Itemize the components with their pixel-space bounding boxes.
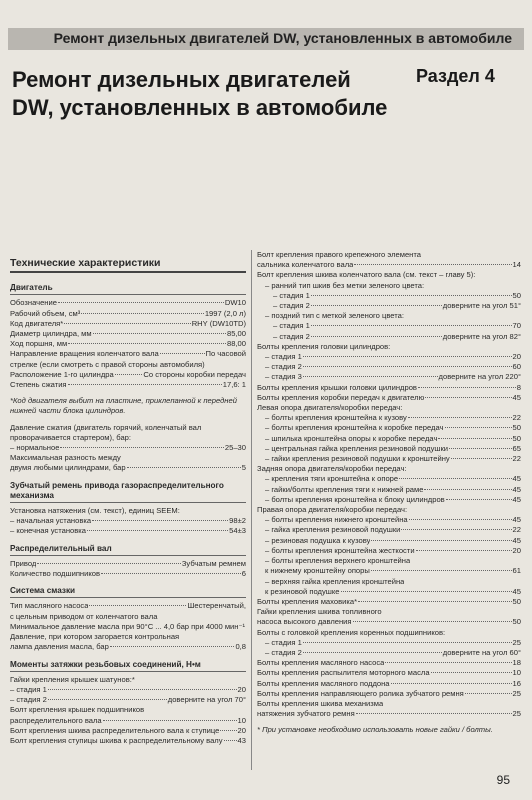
spec-label: Болты крепления шкива механизма <box>257 698 384 708</box>
spec-row <box>10 370 246 380</box>
right-footnote: * При установке необходимо использовать новые гайки / болты. <box>257 725 493 735</box>
leader-dots <box>408 417 512 418</box>
spec-value: доверните на угол 82° <box>442 331 521 341</box>
spec-label: Код двигателя* <box>10 318 64 328</box>
spec-value: 14 <box>512 260 521 270</box>
leader-dots <box>48 699 167 700</box>
spec-label: Болты крепления головки цилиндров: <box>257 341 391 351</box>
leader-dots <box>311 295 512 296</box>
spec-row <box>257 464 521 474</box>
leader-dots <box>101 573 241 574</box>
camshaft-rows <box>10 559 246 579</box>
spec-row <box>257 628 521 638</box>
leader-dots <box>341 591 512 592</box>
spec-label: – болты крепления верхнего кронштейна <box>265 556 411 566</box>
spec-value: 45 <box>512 586 521 596</box>
spec-row <box>10 516 246 526</box>
leader-dots <box>48 689 237 690</box>
spec-row <box>257 536 521 546</box>
belt-intro: Установка натяжения (см. текст), единиц SEEM: <box>10 506 180 516</box>
spec-value: По часовой <box>205 349 246 359</box>
spec-row <box>257 342 521 352</box>
leader-dots <box>356 713 512 714</box>
leader-dots <box>449 448 512 449</box>
leader-dots <box>303 642 512 643</box>
spec-label: – шпилька кронштейна опоры к коробке передач <box>265 433 438 443</box>
spec-label: Болт крепления правого крепежного элемента <box>257 250 421 259</box>
spec-row <box>257 444 521 454</box>
leader-dots <box>311 305 442 306</box>
spec-label: – стадия 2 <box>273 301 310 311</box>
spec-row <box>257 332 521 342</box>
leader-dots <box>418 387 516 388</box>
engine-rows <box>10 298 246 390</box>
spec-row <box>257 587 521 597</box>
spec-value: 0,8 <box>235 642 246 652</box>
spec-value: 65 <box>512 443 521 453</box>
spec-value: 45 <box>512 494 521 504</box>
spec-label: Болты с головкой крепления коренных подшипников: <box>257 627 446 637</box>
spec-row <box>257 546 521 556</box>
leader-dots <box>115 374 143 375</box>
lubrication-rows-2 <box>10 642 246 652</box>
spec-row <box>257 321 521 331</box>
spec-label: Болты крепления маховика* <box>257 596 358 606</box>
spec-row <box>257 383 521 393</box>
spec-value: 25–30 <box>224 443 246 453</box>
leader-dots <box>409 519 512 520</box>
page-title-line-2: DW, установленных в автомобиле <box>12 95 388 120</box>
leader-dots <box>303 652 442 653</box>
spec-value: 98±2 <box>229 516 246 526</box>
spec-row <box>10 736 246 746</box>
spec-row <box>257 260 521 270</box>
right-torque-rows <box>257 250 521 719</box>
spec-value: 85,00 <box>226 329 246 339</box>
spec-row <box>10 463 246 473</box>
leader-dots <box>424 489 511 490</box>
spec-row <box>257 281 521 291</box>
engine-code-note: *Код двигателя выбит на пластине, приклепанной к передней нижней части блока цилиндров. <box>10 396 237 416</box>
spec-row <box>257 638 521 648</box>
spec-row <box>10 601 246 611</box>
spec-label: Левая опора двигателя/коробки передач: <box>257 403 403 413</box>
spec-value: 43 <box>237 735 246 745</box>
spec-label: – нормальное <box>10 443 60 453</box>
spec-row <box>257 413 521 423</box>
spec-label: Максимальная разность между <box>10 453 121 463</box>
spec-row <box>257 291 521 301</box>
spec-value: Зубчатым ремнем <box>181 558 246 568</box>
spec-label: – гайки/болты крепления тяги к нижней раме <box>265 484 424 494</box>
spec-label: – конечная установка <box>10 526 87 536</box>
lubrication-lamp-text: Давление, при котором загорается контрольная <box>10 632 180 642</box>
spec-label: – стадия 2 <box>273 331 310 341</box>
belt-rows <box>10 516 246 536</box>
spec-value: 45 <box>512 392 521 402</box>
leader-dots <box>353 621 512 622</box>
spec-value: 1997 (2,0 л) <box>204 308 246 318</box>
spec-value: 20 <box>237 725 246 735</box>
spec-label: – стадия 1 <box>273 290 310 300</box>
spec-label: Обозначение <box>10 298 57 308</box>
spec-value: 50 <box>512 596 521 606</box>
spec-row <box>10 349 246 359</box>
spec-label: – крепления тяги кронштейна к опоре <box>265 474 399 484</box>
spec-label: Расположение 1-го цилиндра <box>10 369 114 379</box>
spec-row <box>257 597 521 607</box>
spec-label: – стадия 2 <box>265 362 302 372</box>
leader-dots <box>93 333 226 334</box>
spec-value: 6 <box>241 569 246 579</box>
spec-label: Болты крепления коробки передач к двигателю <box>257 392 425 402</box>
leader-dots <box>451 458 512 459</box>
spec-value: 45 <box>512 515 521 525</box>
column-divider <box>251 250 252 770</box>
spec-value: Шестеренчатый, <box>187 601 246 611</box>
page-title <box>12 66 402 122</box>
lubrication-drive-text: с цельным приводом от коленчатого вала <box>10 611 158 621</box>
leader-dots <box>425 397 511 398</box>
spec-value: 50 <box>512 290 521 300</box>
spec-value: 25 <box>512 688 521 698</box>
specs-heading: Технические характеристики <box>10 258 246 273</box>
leader-dots <box>68 384 222 385</box>
spec-row <box>257 505 521 515</box>
leader-dots <box>224 740 237 741</box>
spec-value: 10 <box>512 668 521 678</box>
spec-value: доверните на угол 60° <box>442 647 521 657</box>
spec-value: 60 <box>512 362 521 372</box>
spec-label: Болты крепления направляющего ролика зубчатого ремня <box>257 688 464 698</box>
spec-row <box>257 709 521 719</box>
spec-label: к нижнему кронштейну опоры <box>265 566 370 576</box>
running-header-title: Ремонт дизельных двигателей DW, установленных в автомобиле <box>53 30 512 46</box>
spec-label: – центральная гайка крепления резиновой подушки <box>265 443 449 453</box>
leader-dots <box>81 313 204 314</box>
spec-row <box>10 675 246 685</box>
spec-value: доверните на угол 220° <box>438 372 521 382</box>
page-number: 95 <box>496 773 510 787</box>
spec-label: – болты крепления кронштейна к кузову <box>265 413 407 423</box>
spec-label: Болты крепления масляного насоса <box>257 658 385 668</box>
spec-label: – стадия 3 <box>265 372 302 382</box>
spec-label: Болт крепления ступицы шкива к распределительному валу <box>10 735 223 745</box>
spec-value: 25 <box>512 709 521 719</box>
spec-label: к резиновой подушке <box>265 586 340 596</box>
spec-label: – гайки крепления резиновой подушки к кронштейну <box>265 454 450 464</box>
spec-label: Гайки крепления крышек шатунов:* <box>10 674 135 684</box>
leader-dots <box>37 563 180 564</box>
spec-label: Болт крепления крышек подшипников <box>10 705 145 715</box>
spec-label: Болты крепления крышки головки цилиндров <box>257 382 417 392</box>
spec-label: насоса высокого давления <box>257 617 352 627</box>
spec-row <box>10 453 246 463</box>
spec-row <box>10 716 246 726</box>
spec-row <box>257 607 521 617</box>
spec-row <box>10 642 246 652</box>
spec-value: 45 <box>512 535 521 545</box>
section-label: Раздел 4 <box>416 66 495 86</box>
spec-label: распределительного вала <box>10 715 102 725</box>
spec-row <box>257 699 521 709</box>
spec-row <box>257 525 521 535</box>
spec-value: 70 <box>512 321 521 331</box>
spec-value: 16 <box>512 678 521 688</box>
leader-dots <box>92 520 228 521</box>
torque-rows <box>10 675 246 746</box>
spec-row <box>10 695 246 705</box>
spec-value: 88,00 <box>226 339 246 349</box>
leader-dots <box>64 323 190 324</box>
spec-row <box>10 329 246 339</box>
camshaft-group-title: Распределительный вал <box>10 544 246 556</box>
spec-value: Со стороны коробки передач <box>143 369 246 379</box>
leader-dots <box>354 264 511 265</box>
spec-value: DW10 <box>224 298 246 308</box>
spec-row <box>257 250 521 260</box>
spec-value: 18 <box>512 658 521 668</box>
spec-row <box>257 617 521 627</box>
leader-dots <box>371 570 512 571</box>
leader-dots <box>438 438 511 439</box>
spec-label: Гайки крепления шкива топливного <box>257 607 382 617</box>
leader-dots <box>110 646 235 647</box>
spec-row <box>10 319 246 329</box>
leader-dots <box>58 302 224 303</box>
spec-label: – стадия 2 <box>265 647 302 657</box>
leader-dots <box>89 605 186 606</box>
spec-row <box>10 443 246 453</box>
spec-value: 22 <box>512 454 521 464</box>
spec-row <box>10 526 246 536</box>
spec-row <box>10 569 246 579</box>
spec-value: доверните на угол 70° <box>167 695 246 705</box>
spec-row <box>257 301 521 311</box>
page-title-line-1: Ремонт дизельных двигателей <box>12 67 351 92</box>
leader-dots <box>103 720 237 721</box>
compression-rows <box>10 443 246 474</box>
spec-label: стрелке (если смотреть с правой стороны автомобиля) <box>10 359 205 369</box>
spec-label: Направление вращения коленчатого вала <box>10 349 159 359</box>
spec-row <box>257 423 521 433</box>
leader-dots <box>87 530 228 531</box>
spec-label: – стадия 1 <box>265 637 302 647</box>
leader-dots <box>127 467 241 468</box>
spec-value: 54±3 <box>229 526 246 536</box>
spec-label: – стадия 2 <box>10 695 47 705</box>
spec-label: – стадия 1 <box>10 684 47 694</box>
compression-intro: Давление сжатия (двигатель горячий, коленчатый вал проворачивается стартером), бар: <box>10 422 202 442</box>
leader-dots <box>446 499 512 500</box>
leader-dots <box>60 447 223 448</box>
spec-row <box>10 309 246 319</box>
leader-dots <box>303 356 512 357</box>
spec-label: – начальная установка <box>10 516 92 526</box>
lubrication-group-title: Система смазки <box>10 586 246 598</box>
spec-value: 25 <box>512 637 521 647</box>
spec-row <box>257 372 521 382</box>
leader-dots <box>311 325 512 326</box>
spec-value: 50 <box>512 423 521 433</box>
spec-row <box>257 362 521 372</box>
spec-value: 22 <box>512 413 521 423</box>
spec-row <box>257 689 521 699</box>
lubrication-pressure-text: Минимальное давление масла при 90°С ... 4,0 бар при 4000 мин⁻¹ <box>10 621 246 631</box>
spec-label: – болты крепления кронштейна жесткости <box>265 545 415 555</box>
spec-row <box>257 668 521 678</box>
running-header <box>8 28 524 50</box>
spec-label: – ранний тип шкив без метки зеленого цвета: <box>265 280 425 290</box>
spec-value: 20 <box>512 352 521 362</box>
spec-row <box>257 679 521 689</box>
spec-row <box>10 339 246 349</box>
spec-value: 45 <box>512 484 521 494</box>
spec-row <box>10 705 246 715</box>
leader-dots <box>391 683 512 684</box>
leader-dots <box>416 550 512 551</box>
spec-value: доверните на угол 51° <box>442 301 521 311</box>
spec-row <box>257 474 521 484</box>
spec-row <box>257 352 521 362</box>
leader-dots <box>401 529 511 530</box>
spec-row <box>10 726 246 736</box>
spec-value: RHY (DW10TD) <box>191 318 246 328</box>
torques-group-title: Моменты затяжки резьбовых соединений, Н•м <box>10 660 246 672</box>
spec-row <box>257 556 521 566</box>
leader-dots <box>399 478 511 479</box>
spec-label: Диаметр цилиндра, мм <box>10 329 92 339</box>
spec-label: – резиновая подушка к кузову <box>265 535 371 545</box>
spec-label: Степень сжатия <box>10 380 67 390</box>
spec-row <box>257 270 521 280</box>
leader-dots <box>303 366 512 367</box>
left-column <box>10 258 246 746</box>
spec-row <box>257 577 521 587</box>
spec-value: 20 <box>237 684 246 694</box>
spec-label: – гайка крепления резиновой подушки <box>265 525 401 535</box>
spec-label: – верхняя гайка крепления кронштейна <box>265 576 405 586</box>
spec-value: 22 <box>512 525 521 535</box>
spec-label: натяжения зубчатого ремня <box>257 709 355 719</box>
spec-row <box>257 454 521 464</box>
spec-label: Рабочий объем, см³ <box>10 308 81 318</box>
spec-value: 17,6: 1 <box>222 380 246 390</box>
leader-dots <box>371 540 511 541</box>
spec-row <box>257 393 521 403</box>
spec-label: – стадия 1 <box>265 352 302 362</box>
spec-row <box>257 495 521 505</box>
spec-label: – стадия 1 <box>273 321 310 331</box>
spec-row <box>257 434 521 444</box>
spec-row <box>257 485 521 495</box>
spec-row <box>10 380 246 390</box>
right-column <box>257 250 521 742</box>
spec-value: 50 <box>512 617 521 627</box>
spec-row <box>257 515 521 525</box>
spec-row <box>257 648 521 658</box>
spec-label: Правая опора двигателя/коробки передач: <box>257 505 408 515</box>
spec-label: лампа давления масла, бар <box>10 642 109 652</box>
spec-label: Задняя опора двигателя/коробки передач: <box>257 464 407 474</box>
spec-label: Болт крепления шкива коленчатого вала (см. текст – главу 5): <box>257 270 476 280</box>
leader-dots <box>358 601 512 602</box>
spec-row <box>257 311 521 321</box>
spec-label: Тип масляного насоса <box>10 601 89 611</box>
spec-label: Болты крепления распылителя моторного масла <box>257 668 430 678</box>
spec-row <box>257 403 521 413</box>
spec-label: – болты крепления кронштейна к блоку цилиндров <box>265 494 445 504</box>
spec-row <box>10 360 246 370</box>
spec-label: Болты крепления масляного поддона <box>257 678 390 688</box>
spec-row <box>10 685 246 695</box>
spec-row <box>10 559 246 569</box>
spec-label: – поздний тип с меткой зеленого цвета: <box>265 311 404 321</box>
spec-label: – болты крепления нижнего кронштейна <box>265 515 408 525</box>
leader-dots <box>68 343 226 344</box>
leader-dots <box>431 672 512 673</box>
spec-label: сальника коленчатого вала <box>257 260 354 270</box>
lubrication-rows <box>10 601 246 611</box>
spec-row <box>257 566 521 576</box>
leader-dots <box>311 336 442 337</box>
spec-label: Количество подшипников <box>10 569 101 579</box>
leader-dots <box>385 662 511 663</box>
spec-value: 50 <box>512 433 521 443</box>
leader-dots <box>220 730 236 731</box>
spec-row <box>257 658 521 668</box>
spec-row <box>10 298 246 308</box>
spec-label: Ход поршня, мм <box>10 339 68 349</box>
spec-label: двумя любыми цилиндрами, бар <box>10 463 126 473</box>
spec-label: Привод <box>10 558 37 568</box>
spec-value: 5 <box>241 463 246 473</box>
spec-value: 61 <box>512 566 521 576</box>
spec-value: 20 <box>512 545 521 555</box>
leader-dots <box>160 353 205 354</box>
leader-dots <box>445 427 512 428</box>
leader-dots <box>303 376 438 377</box>
engine-group-title: Двигатель <box>10 283 246 295</box>
belt-group-title: Зубчатый ремень привода газораспределительного механизма <box>10 481 246 503</box>
spec-label: Болт крепления шкива распределительного вала к ступице <box>10 725 220 735</box>
spec-value: 8 <box>516 382 521 392</box>
spec-value: 10 <box>237 715 246 725</box>
spec-label: – болты крепления кронштейна к коробке передач <box>265 423 444 433</box>
leader-dots <box>465 693 512 694</box>
spec-value: 45 <box>512 474 521 484</box>
